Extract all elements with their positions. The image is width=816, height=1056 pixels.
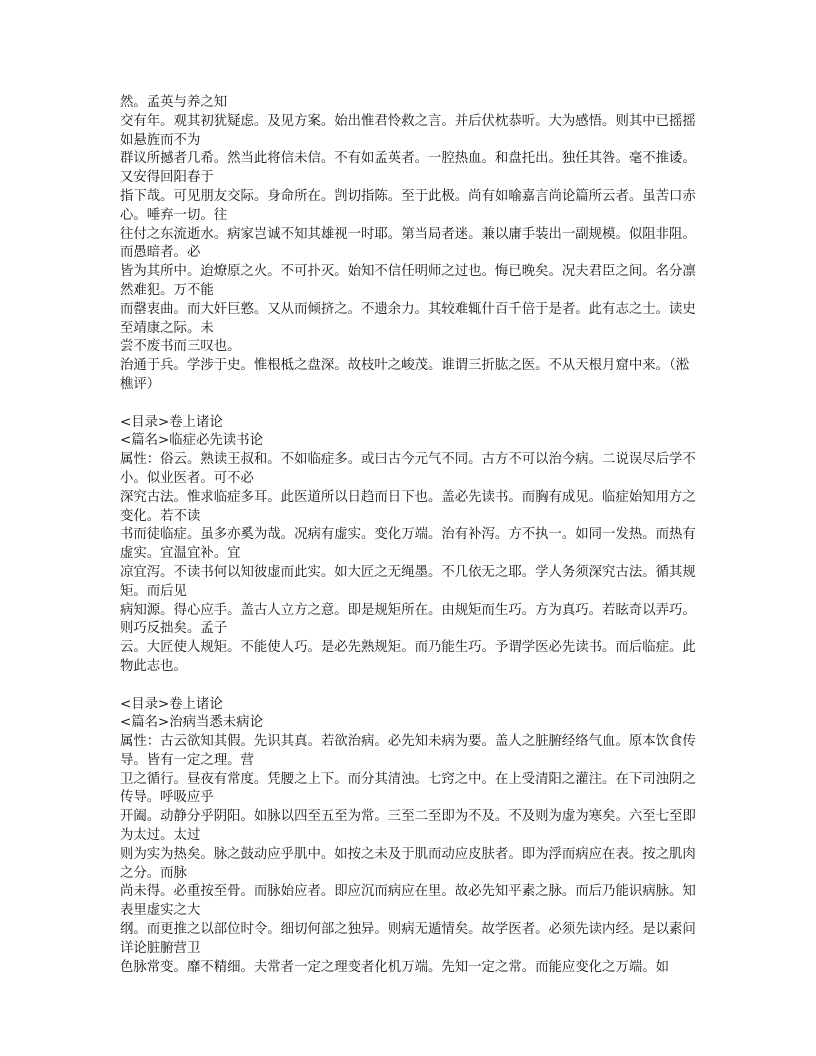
section-gap — [120, 395, 696, 414]
text-line: 病知源。得心应手。盖古人立方之意。即是规矩所在。由规矩而生巧。方为真巧。若眩奇以弄巧。则巧反拙矣。孟子 — [120, 602, 696, 637]
text-line: 尝不废书而三叹也。 — [120, 339, 241, 355]
text-line: 云。大匠使人规矩。不能使人巧。是必先熟规矩。而乃能生巧。予谓学医必先读书。而后临症。此物此志也。 — [120, 640, 696, 674]
chapter-title: <篇名>治病当悉未病论 — [120, 715, 263, 731]
text-line: 色脉常变。靡不精细。夫常者一定之理变者化机万端。先知一定之常。而能应变化之万端。如 — [120, 959, 670, 975]
text-line: 尚未得。必重按至骨。而脉始应者。即应沉而病应在里。故必先知平素之脉。而后乃能识病脉。知表里虚实之大 — [120, 884, 696, 919]
text-line: 皆为其所中。迨燎原之火。不可扑灭。始知不信任明师之过也。悔已晚矣。况夫君臣之间。名分凛然难犯。万不能 — [120, 264, 696, 298]
document-page — [120, 94, 696, 977]
text-line: 然。孟英与养之知 — [120, 95, 228, 110]
text-line: 深究古法。惟求临症多耳。此医道所以日趋而日下也。盖必先读书。而胸有成见。临症始知用方之变化。若不读 — [120, 489, 696, 524]
text-line: 开阖。动静分乎阴阳。如脉以四至五至为常。三至二至即为不及。不及则为虚为寒矣。六至七至即为太过。太过 — [120, 809, 696, 844]
section-gap — [120, 677, 696, 696]
essay-section-prevention — [120, 696, 696, 978]
text-line: 属性：古云欲知其假。先识其真。若欲治病。必先知未病为要。盖人之脏腑经络气血。原本饮食传导。皆有一定之理。营 — [120, 734, 696, 768]
text-line: 则为实为热矣。脉之鼓动应乎肌中。如按之未及于肌而动应皮肤者。即为浮而病应在表。按之肌肉之分。而脉 — [120, 846, 696, 881]
text-line: 纲。而更推之以部位时令。细切何部之独异。则病无遁情矣。故学医者。必须先读内经。是以素问详论脏腑营卫 — [120, 922, 696, 956]
text-line: 治通于兵。学涉于史。惟根柢之盘深。故枝叶之峻茂。谁谓三折肱之医。不从天根月窟中来。（淞樵评） — [120, 358, 690, 392]
text-line: 凉宜泻。不读书何以知彼虚而此实。如大匠之无绳墨。不几依无之耶。学人务须深究古法。循其规矩。而后见 — [120, 564, 696, 599]
text-line: 属性：俗云。熟读王叔和。不如临症多。或曰古今元气不同。古方不可以治今病。二说误尽后学不小。似业医者。可不必 — [120, 452, 696, 486]
essay-section-reading — [120, 414, 696, 677]
text-line: 书而徒临症。虽多亦奚为哉。况病有虚实。变化万端。治有补泻。方不执一。如同一发热。而热有虚实。宜温宜补。宜 — [120, 527, 696, 562]
catalog-heading: <目录>卷上诸论 — [120, 696, 223, 712]
text-line: 往付之东流逝水。病家岂诚不知其雄视一时耶。第当局者迷。兼以庸手装出一副规模。似阻非阻。而愚暗者。必 — [120, 226, 696, 261]
catalog-heading: <目录>卷上诸论 — [120, 414, 223, 430]
text-line: 指下哉。可见朋友交际。身命所在。剀切指陈。至于此极。尚有如喻嘉言尚论篇所云者。虽苦口赤心。唾弃一切。往 — [120, 188, 696, 223]
text-line: 卫之循行。昼夜有常度。凭腰之上下。而分其清浊。七窍之中。在上受清阳之灌注。在下司浊阴之传导。呼吸应乎 — [120, 771, 696, 806]
text-line: 交有年。观其初犹疑虑。及见方案。始出惟君怜救之言。并后伏枕恭听。大为感悟。则其中已摇摇如悬旌而不为 — [120, 113, 696, 148]
commentary-section — [120, 94, 696, 395]
chapter-title: <篇名>临症必先读书论 — [120, 433, 263, 449]
text-line: 而罄衷曲。而大奸巨憝。又从而倾挤之。不遗余力。其较难辄什百千倍于是者。此有志之士。读史至靖康之际。未 — [120, 301, 696, 336]
text-line: 群议所撼者几希。然当此将信未信。不有如孟英者。一腔热血。和盘托出。独任其咎。毫不推诿。又安得回阳春于 — [120, 151, 696, 186]
